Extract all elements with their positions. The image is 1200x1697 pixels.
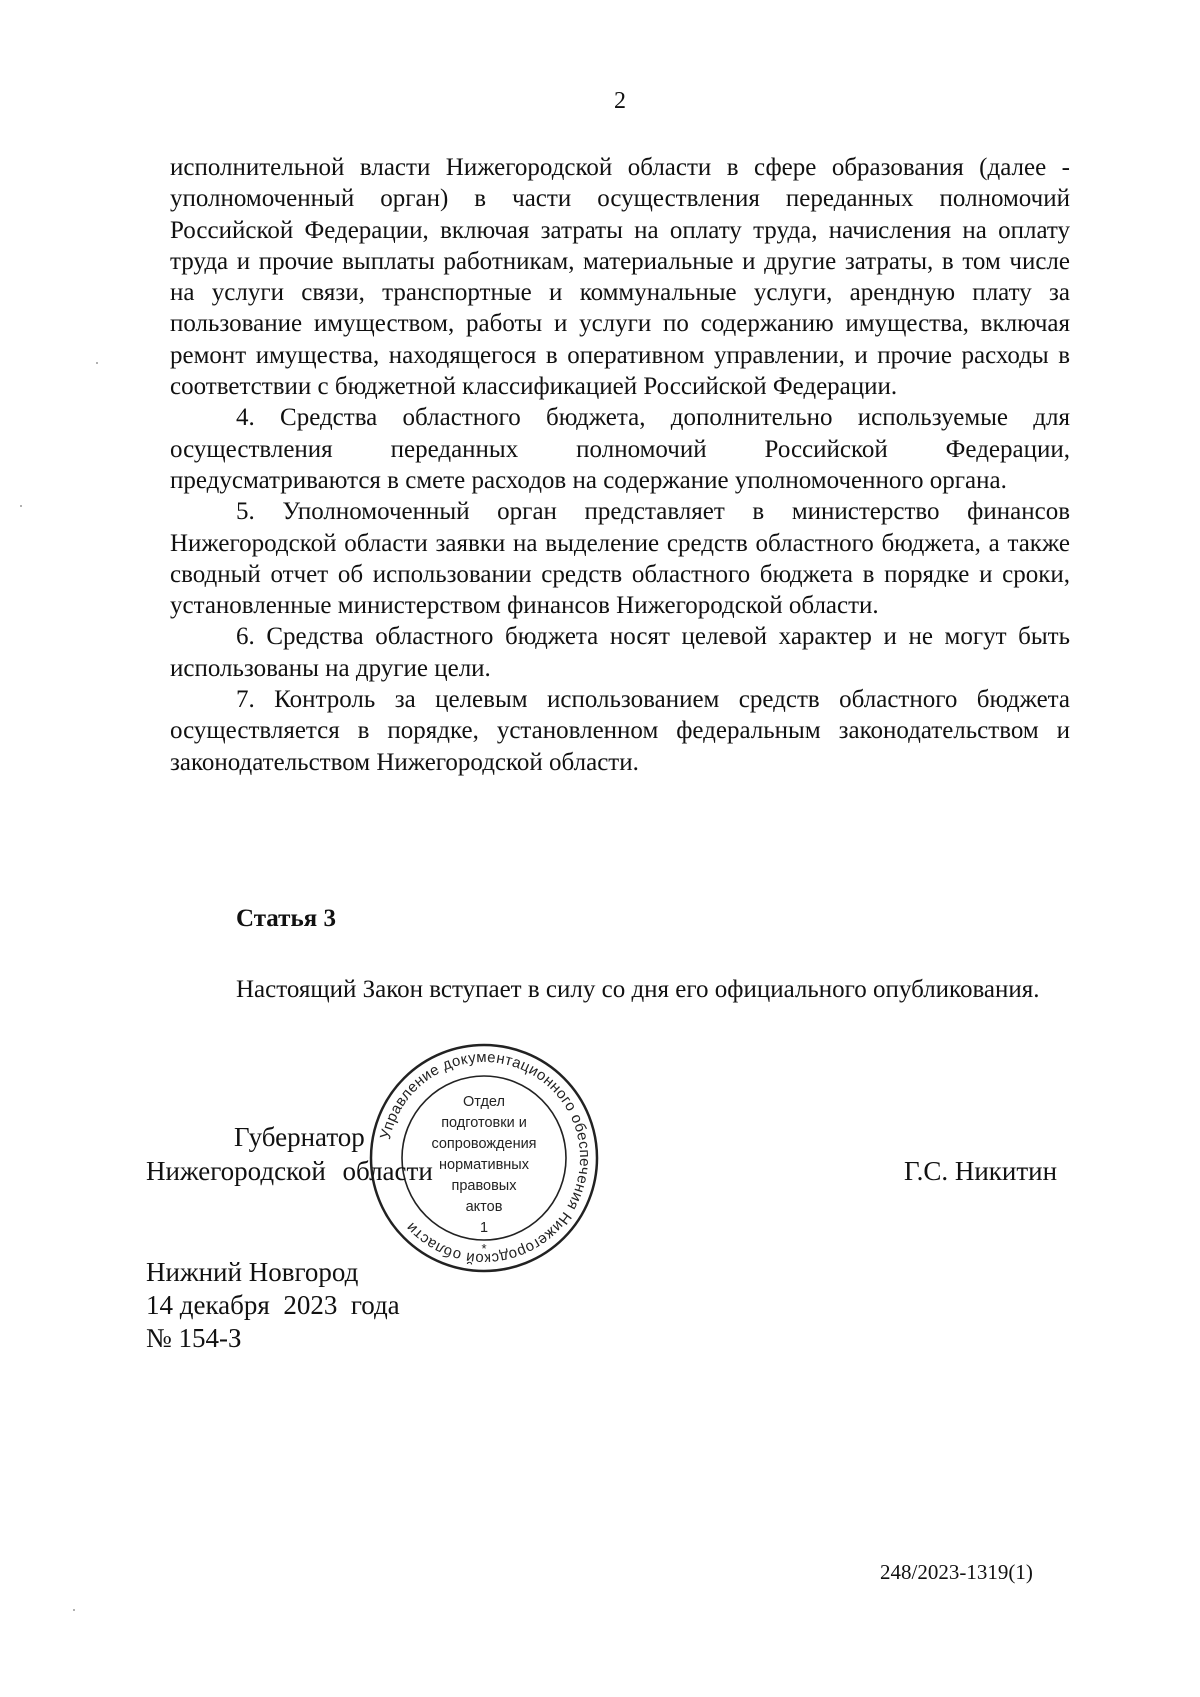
stamp-number: 1	[479, 1220, 489, 1236]
paragraph-5: 5. Уполномоченный орган представляет в министерство финансов Нижегородской области заявки на выделение средств областного бюджета, а также сводный отчет об использовании средств областного бюджета в порядке и сроки, установленные министерством финансов Нижегородской области.	[170, 498, 1070, 620]
stamp-line-4: нормативных	[439, 1157, 529, 1173]
stamp-line-1: Отдел	[463, 1094, 505, 1110]
stamp-line-3: сопровождения	[431, 1136, 537, 1152]
signatory-name: Г.С. Никитин	[904, 1156, 1058, 1186]
scan-speck	[96, 362, 98, 364]
document-code: 248/2023-1319(1)	[880, 1560, 1033, 1584]
article-3-text: Настоящий Закон вступает в силу со дня его официального опубликования.	[236, 976, 1040, 1003]
document-body	[170, 152, 1070, 778]
stamp-ring-text: Управление документационного обеспечения Нижегородской области	[376, 1048, 594, 1268]
law-number: № 154-З	[146, 1323, 242, 1353]
stamp-line-2: подготовки и	[441, 1115, 527, 1131]
stamp-line-5: правовых	[451, 1178, 517, 1194]
date: 14 декабря 2023 года	[146, 1290, 400, 1320]
scan-speck	[20, 505, 22, 507]
paragraph-4: 4. Средства областного бюджета, дополнительно используемые для осуществления переданных полномочий Российской Федерации, предусматриваются в смете расходов на содержание уполномоченного органа.	[170, 404, 1070, 494]
star-icon: *	[481, 1241, 487, 1256]
paragraph-continuation: исполнительной власти Нижегородской области в сфере образования (далее - уполномоченный орган) в части осуществления переданных полномочий Российской Федерации, включая затраты на оплату труда, начисления на оплату труда и прочие выплаты работникам, материальные и другие затраты, в том числе на услуги связи, транспортные и коммунальные услуги, арендную плату за пользование имуществом, работы и услуги по содержанию имущества, включая ремонт имущества, находящегося в оперативном управлении, и прочие расходы в соответствии с бюджетной классификацией Российской Федерации.	[170, 154, 1070, 401]
signatory-title-line1: Губернатор	[234, 1122, 365, 1152]
article-heading: Статья 3	[236, 905, 336, 932]
paragraph-6: 6. Средства областного бюджета носят целевой характер и не могут быть использованы на другие цели.	[170, 623, 1070, 682]
city: Нижний Новгород	[146, 1257, 359, 1287]
signatory-title-line2: Нижегородской области	[146, 1156, 433, 1186]
place-date-block	[146, 1256, 400, 1355]
scan-speck	[73, 1609, 75, 1611]
page-number: 2	[614, 88, 626, 114]
paragraph-7: 7. Контроль за целевым использованием средств областного бюджета осуществляется в порядке, установленном федеральным законодательством и законодательством Нижегородской области.	[170, 686, 1070, 776]
stamp-line-6: актов	[465, 1199, 503, 1215]
